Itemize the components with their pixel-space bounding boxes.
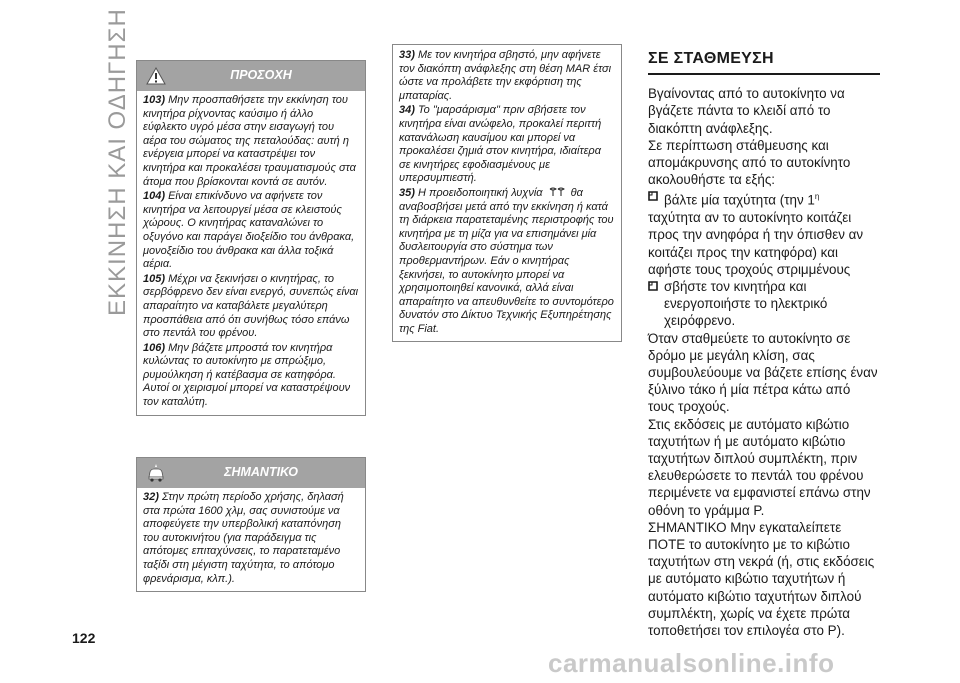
parking-step-2 (648, 278, 880, 330)
paragraph-number: 103) (143, 94, 166, 106)
note-box-header (137, 458, 365, 488)
parking-slope-advice: Όταν σταθμεύετε το αυτοκίνητο σε δρόμο με μεγάλη κλίση, σας συμβουλεύουμε να βάζετε επίσης έναν ξύλινο τάκο ή μία πέτρα κάτω από τους τροχούς. (648, 330, 878, 415)
parking-heading: ΣΕ ΣΤΑΘΜΕΥΣΗ (648, 50, 880, 75)
paragraph-number: 106) (143, 341, 166, 354)
warning-box-header (137, 61, 365, 91)
glow-plug-warning-icon (548, 187, 566, 197)
paragraph-text: Το "μαρσάρισμα" πριν σβήσετε τον κινητήρα είναι ανώφελο, προκαλεί περιττή κατανάλωση καυσίμου και μπορεί να προκαλέσει ζημιά στον κινητήρα, ιδιαίτερα σε κινητήρες εφοδιασμένους με υπερσυμπιεστή. (399, 104, 602, 185)
step-1-text: βάλτε μία ταχύτητα (την $1^\eta$ (664, 192, 820, 208)
paragraph-text: Η προειδοποιητική λυχνία (414, 186, 543, 199)
note-paragraph (399, 49, 615, 103)
paragraph-number: 104) (143, 190, 166, 203)
warning-paragraph (143, 94, 359, 189)
paragraph-number: 32) (143, 491, 159, 503)
note-box-title: ΣΗΜΑΝΤΙΚΟ (224, 465, 298, 479)
square-bullet-icon (648, 191, 658, 201)
continued-note-box (392, 44, 622, 342)
parking-important: ΣΗΜΑΝΤΙΚΟ Μην εγκαταλείπετε ΠΟΤΕ το αυτοκίνητο με το κιβώτιο ταχυτήτων στη νεκρά (ή, στις εκδόσεις με αυτόματο κιβώτιο ταχυτήτων ή αυτόματο κιβώτιο ταχυτήτων διπλού συμπλέκτη, χωρίς να έχετε πρώτα τοποθετήσει τον επιλογέα στο P). (648, 519, 875, 638)
paragraph-number: 35) (399, 186, 415, 199)
paragraph-number: 34) (399, 104, 415, 117)
note-paragraph (399, 187, 615, 337)
warning-paragraph (143, 273, 359, 341)
paragraph-text: θα αναβοσβήσει μετά από την εκκίνηση ή κατά τη διάρκεια παρατεταμένης περιστροφής του κινητήρα με τη μίζα για να επισημάνει μία δυσλειτουργία στο σύστημα των προθερμαντήρων. Εάν ο κινητήρας ξεκινήσει, το αυτοκίνητο μπορεί να χρησιμοποιηθεί κανονικά, αλλά είναι απαραίτητο να απευθυνθείτε το συντομότερο δυνατόν στο Δίκτυο Τεχνικής Εξυπηρέτησης της Fiat. (399, 186, 614, 335)
parking-section (648, 50, 880, 639)
parking-automatic-gearbox: Στις εκδόσεις με αυτόματο κιβώτιο ταχυτήτων ή με αυτόματο κιβώτιο ταχυτήτων διπλού συμπλέκτη, πριν ελευθερώσετε το πεντάλ του φρένου περιμένετε να εμφανιστεί επάνω στην οθόνη το γράμμα P. (648, 416, 871, 518)
warning-paragraph (143, 190, 359, 272)
paragraph-text: Μέχρι να ξεκινήσει ο κινητήρας, το σερβόφρενο δεν είναι ενεργό, συνεπώς είναι απαραίτητο να καταβάλετε μεγαλύτερη προσπάθεια από ότι συνήθως τόσο επάνω στο πεντάλ του φρένου. (143, 272, 359, 340)
warning-box-body (137, 91, 365, 415)
paragraph-text: Στην πρώτη περίοδο χρήσης, δηλασή στα πρώτα 1600 χλμ, σας συνιστούμε να αποφεύγετε την υπερβολική καταπόνηση του αυτοκινήτου (για παράδειγμα τις απότομες επιταχύνσεις, το παρατεταμένο ταξίδι στη μέγιστη ταχύτητα, το απότομο φρενάρισμα, κλπ.). (143, 491, 344, 585)
paragraph-number: 105) (143, 272, 166, 285)
watermark: carmanualsonline.info (548, 648, 835, 678)
parking-intro: Βγαίνοντας από το αυτοκίνητο να βγάζετε πάντα το κλειδί από το διακόπτη ανάφλεξης. (648, 86, 845, 136)
warning-box-title: ΠΡΟΣΟΧΗ (230, 68, 292, 82)
paragraph-number: 33) (399, 49, 415, 61)
page-number: 122 (72, 630, 96, 646)
step-2-text: σβήστε τον κινητήρα και ενεργοποιήστε το ηλεκτρικό χειρόφρενο. (664, 278, 828, 329)
section-side-title (72, 8, 131, 320)
continued-box-body (393, 45, 621, 341)
note-paragraph (143, 491, 359, 586)
note-paragraph (399, 104, 615, 186)
note-box (136, 457, 366, 592)
note-box-body (137, 488, 365, 591)
paragraph-text: Μην βάζετε μπροστά τον κινητήρα κυλώντας το αυτοκίνητο με σπρώξιμο, ρυμούλκηση ή κατέβασμα σε κατηφόρα. Αυτοί οι χειρισμοί μπορεί να καταστρέψουν τον καταλύτη. (143, 341, 351, 409)
warning-box (136, 60, 366, 416)
parking-step-1-continued: ταχύτητα αν το αυτοκίνητο κοιτάζει προς την ανηφόρα ή την όπισθεν αν κοιτάζει προς την κατηφόρα) και αφήστε τους τροχούς στριμμένους (648, 210, 864, 277)
square-bullet-icon (648, 281, 658, 291)
side-title-text: ΕΚΚΙΝΗΣΗ ΚΑΙ ΟΔΗΓΗΣΗ (104, 8, 131, 316)
paragraph-text: Είναι επικίνδυνο να αφήνετε τον κινητήρα να λειτουργεί μέσα σε κλειστούς χώρους. Ο κινητήρας καταναλώνει το οξυγόνο και παράγει διοξείδιο του άνθρακα, μονοξείδιο του άνθρακα και άλλα τοξικά αέρια. (143, 190, 355, 271)
parking-stop-line: Σε περίπτωση στάθμευσης και απομάκρυνσης από το αυτοκίνητο ακολουθήστε τα εξής: (648, 137, 851, 188)
warning-paragraph (143, 342, 359, 410)
paragraph-text: Μην προσπαθήσετε την εκκίνηση του κινητήρα ρίχνοντας καύσιμο ή άλλο εύφλεκτο υγρό μέσα στην εισαγωγή του αέρα του σώματος της πεταλούδας: αυτή η ενέργεια μπορεί να καταστρέψει τον κινητήρα και προκαλέσει τραυματισμούς στα άτομα που βρίσκονται κοντά σε αυτόν. (143, 94, 356, 188)
paragraph-text: Με τον κινητήρα σβηστό, μην αφήνετε τον διακόπτη ανάφλεξης στη θέση MAR έτσι ώστε να προλάβετε την εκφόρτιση της μπαταρίας. (399, 49, 612, 102)
parking-step-1 (648, 188, 880, 209)
